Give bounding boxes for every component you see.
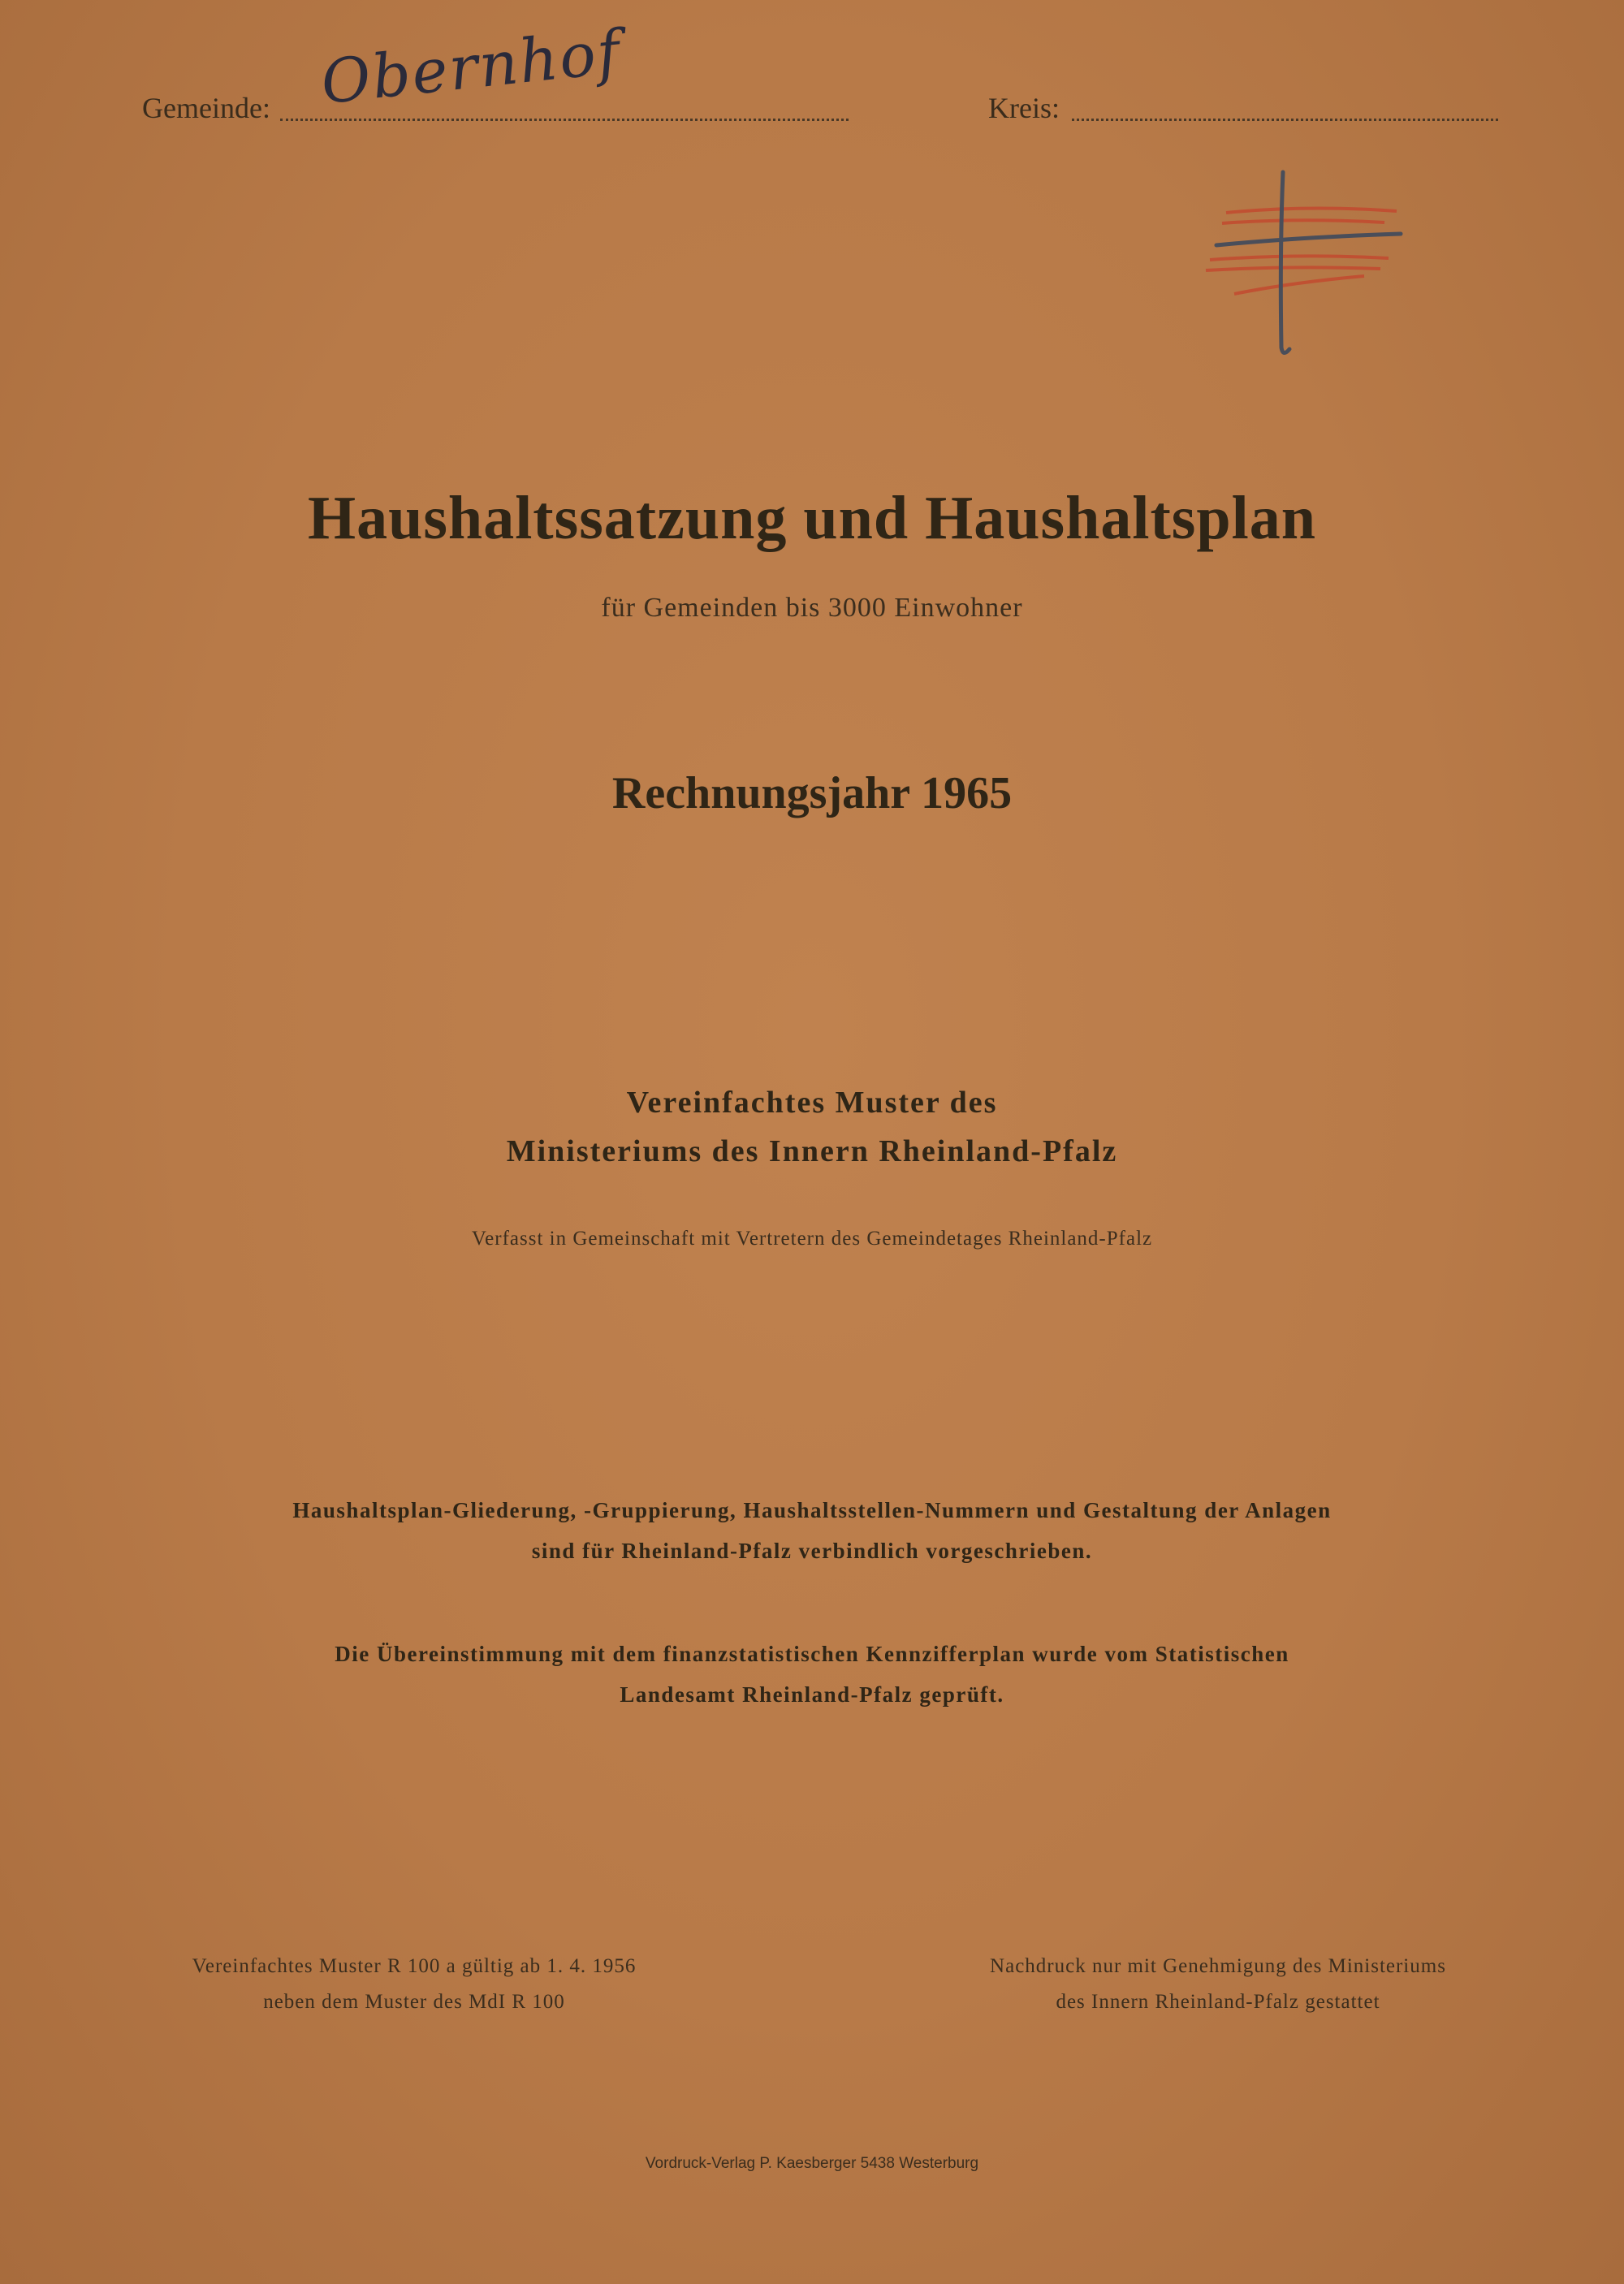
publisher-imprint: Vordruck-Verlag P. Kaesberger 5438 Westerburg — [645, 2155, 979, 2172]
verfasst-note: Verfasst in Gemeinschaft mit Vertretern des Gemeindetages Rheinland-Pfalz — [471, 1228, 1153, 1250]
footer-muster-line-1: Vereinfachtes Muster R 100 a gültig ab 1. 4. 1956 — [192, 1955, 637, 1977]
document-subtitle: für Gemeinden bis 3000 Einwohner — [601, 593, 1023, 623]
gemeinde-handwritten-value: Obernhof — [317, 16, 624, 119]
notice-statistik-line-1: Die Übereinstimmung mit dem finanzstatistischen Kennzifferplan wurde vom Statistischen — [335, 1642, 1289, 1666]
fiscal-year-label: Rechnungsjahr 1965 — [611, 768, 1013, 818]
pencil-cross-mark-icon — [1177, 154, 1413, 365]
muster-line-1: Vereinfachtes Muster des — [626, 1086, 998, 1120]
muster-block — [0, 1078, 1624, 1176]
notice-statistik — [0, 1634, 1624, 1715]
notice-gliederung-line-2: sind für Rheinland-Pfalz verbindlich vorgeschrieben. — [531, 1539, 1093, 1563]
gemeinde-label: Gemeinde: — [142, 92, 270, 124]
muster-line-2: Ministeriums des Innern Rheinland-Pfalz — [506, 1134, 1118, 1168]
notice-gliederung-line-1: Haushaltsplan-Gliederung, -Gruppierung, Haushaltsstellen-Nummern und Gestaltung der Anlagen — [292, 1498, 1332, 1522]
footer-muster-line-2: neben dem Muster des MdI R 100 — [263, 1991, 565, 2013]
footer-muster-note — [146, 1949, 682, 2020]
gemeinde-dotline — [280, 119, 849, 121]
notice-gliederung — [0, 1490, 1624, 1571]
document-title: Haushaltssatzung und Haushaltsplan — [307, 484, 1317, 552]
kreis-label: Kreis: — [988, 92, 1060, 124]
notice-statistik-line-2: Landesamt Rheinland-Pfalz geprüft. — [620, 1682, 1004, 1707]
footer-nachdruck-line-1: Nachdruck nur mit Genehmigung des Ministeriums — [990, 1955, 1446, 1977]
footer-nachdruck-note — [950, 1949, 1486, 2020]
footer-nachdruck-line-2: des Innern Rheinland-Pfalz gestattet — [1056, 1991, 1380, 2013]
kreis-dotline — [1072, 119, 1498, 121]
